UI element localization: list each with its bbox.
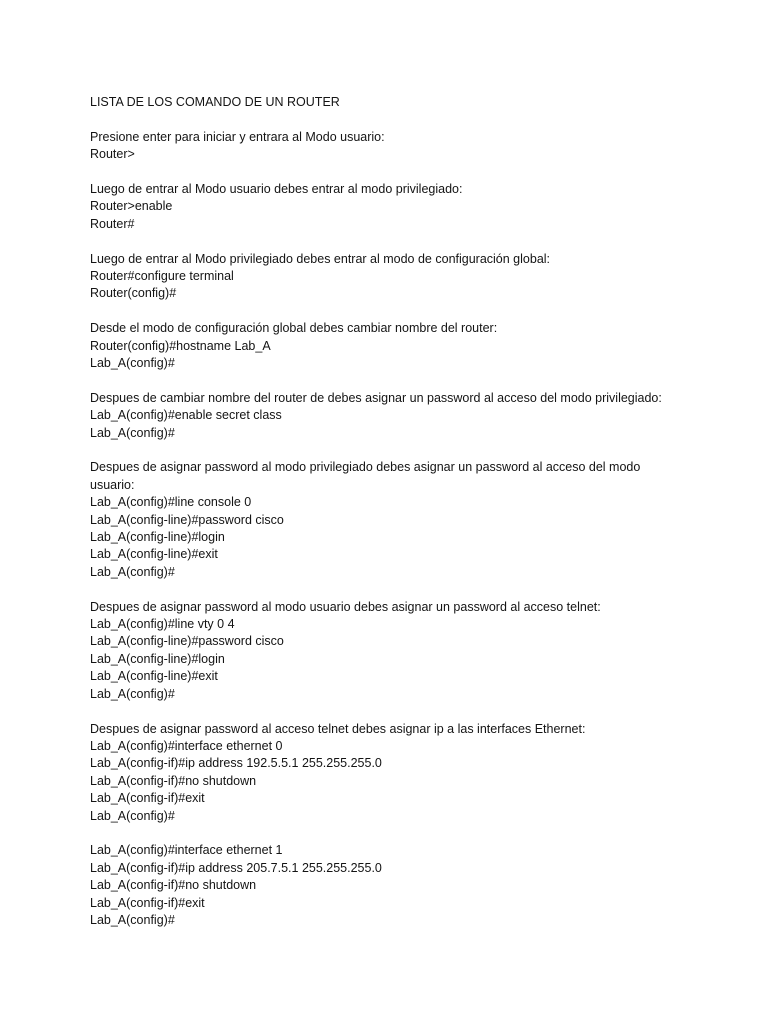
section-hostname — [90, 320, 708, 372]
command-line: Lab_A(config)# — [90, 808, 175, 823]
command-line: Router(config)#hostname Lab_A — [90, 338, 271, 353]
instruction-line: Luego de entrar al Modo usuario debes entrar al modo privilegiado: — [90, 182, 463, 196]
command-line: Lab_A(config-if)#ip address 205.7.5.1 255.255.255.0 — [90, 860, 382, 875]
command-line: Lab_A(config)#line vty 0 4 — [90, 617, 235, 632]
section-enable-secret — [90, 390, 708, 442]
command-line: Lab_A(config-line)#exit — [90, 669, 218, 684]
section-global-config — [90, 251, 708, 303]
command-line: Router>enable — [90, 199, 173, 214]
command-line: Lab_A(config-line)#exit — [90, 547, 218, 562]
command-line: Lab_A(config)# — [90, 912, 175, 927]
command-line: Router> — [90, 147, 135, 162]
instruction-line: Presione enter para iniciar y entrara al Modo usuario: — [90, 129, 385, 144]
instruction-line: usuario: — [90, 477, 135, 492]
command-line: Lab_A(config)# — [90, 564, 175, 579]
command-line: Lab_A(config-line)#login — [90, 651, 225, 666]
command-line: Lab_A(config)#interface ethernet 0 — [90, 738, 283, 753]
command-line: Lab_A(config-if)#exit — [90, 895, 205, 910]
command-line: Lab_A(config)#enable secret class — [90, 408, 282, 423]
command-line: Lab_A(config-line)#login — [90, 530, 225, 545]
command-line: Lab_A(config-if)#ip address 192.5.5.1 255.255.255.0 — [90, 756, 382, 771]
instruction-line: Despues de asignar password al modo privilegiado debes asignar un password al acceso del modo — [90, 460, 641, 475]
command-line: Lab_A(config-if)#no shutdown — [90, 773, 257, 788]
command-line: Lab_A(config-line)#password cisco — [90, 634, 284, 649]
section-ethernet-0 — [90, 721, 708, 825]
section-privileged-mode — [90, 181, 708, 233]
section-console-password — [90, 459, 708, 581]
section-telnet-password — [90, 599, 708, 703]
command-line: Lab_A(config)# — [90, 356, 175, 371]
instruction-line: Despues de asignar password al modo usuario debes asignar un password al acceso telnet: — [90, 599, 601, 614]
instruction-line: Despues de asignar password al acceso telnet debes asignar ip a las interfaces Ethernet: — [90, 721, 586, 736]
instruction-line: Luego de entrar al Modo privilegiado debes entrar al modo de configuración global: — [90, 251, 551, 266]
command-line: Router(config)# — [90, 286, 177, 301]
command-line: Lab_A(config-if)#exit — [90, 791, 205, 806]
command-line: Lab_A(config)# — [90, 686, 175, 701]
command-line: Lab_A(config-if)#no shutdown — [90, 878, 257, 893]
section-user-mode — [90, 129, 708, 164]
command-line: Lab_A(config)#interface ethernet 1 — [90, 843, 283, 858]
instruction-line: Desde el modo de configuración global debes cambiar nombre del router: — [90, 321, 498, 336]
document-title: LISTA DE LOS COMANDO DE UN ROUTER — [90, 95, 340, 109]
command-line: Router#configure terminal — [90, 269, 234, 284]
command-line: Lab_A(config)# — [90, 425, 175, 440]
instruction-line: Despues de cambiar nombre del router de debes asignar un password al acceso del modo privilegiado: — [90, 390, 662, 405]
command-line: Router# — [90, 216, 135, 231]
command-line: Lab_A(config-line)#password cisco — [90, 512, 284, 527]
command-line: Lab_A(config)#line console 0 — [90, 495, 252, 510]
section-ethernet-1 — [90, 842, 708, 929]
